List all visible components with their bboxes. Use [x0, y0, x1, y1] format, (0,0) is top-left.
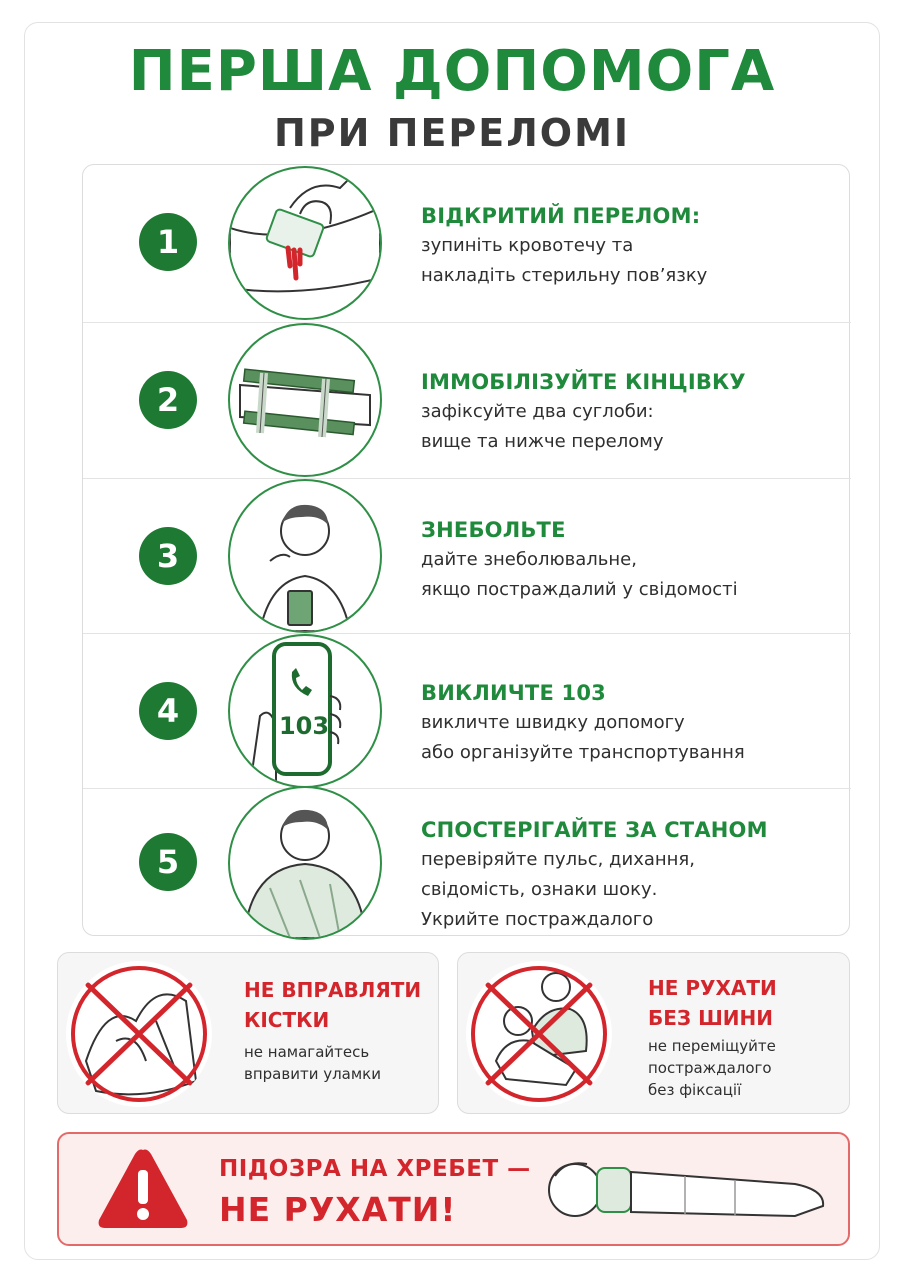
step-heading: ВІДКРИТИЙ ПЕРЕЛОМ:	[421, 204, 701, 228]
blanket-icon	[230, 788, 380, 938]
warning-heading: БЕЗ ШИНИ	[648, 1006, 773, 1030]
step-description: зафіксуйте два суглоби:	[421, 401, 654, 422]
prohibited-icon	[466, 961, 612, 1107]
page-subtitle: ПРИ ПЕРЕЛОМІ	[273, 111, 631, 155]
step-text	[421, 815, 904, 935]
covered-patient-illustration	[228, 786, 382, 940]
step-row-3	[83, 478, 851, 633]
step-heading: ЗНЕБОЛЬТЕ	[421, 518, 566, 542]
warning-description: постраждалого	[648, 1059, 772, 1077]
step-description: перевіряйте пульс, дихання,	[421, 849, 695, 870]
step-number-badge: 3	[139, 527, 197, 585]
alert-line-2: НЕ РУХАТИ!	[219, 1190, 457, 1229]
page-title: ПЕРША ДОПОМОГА	[128, 39, 776, 104]
step-row-2	[83, 322, 851, 478]
warning-card-no-moving	[457, 952, 850, 1114]
step-row-5	[83, 788, 851, 936]
step-description: вище та нижче перелому	[421, 431, 664, 452]
warning-text	[244, 975, 421, 1085]
spine-alert-banner	[57, 1132, 850, 1246]
warning-heading: НЕ РУХАТИ	[648, 976, 777, 1000]
warning-triangle-icon	[95, 1146, 191, 1232]
warning-card-no-resetting	[57, 952, 439, 1114]
step-number-badge: 4	[139, 682, 197, 740]
step-heading: ВИКЛИЧТЕ 103	[421, 681, 606, 705]
step-number-badge: 2	[139, 371, 197, 429]
step-number-badge: 5	[139, 833, 197, 891]
step-description: Укрийте постраждалого	[421, 909, 654, 930]
step-text	[421, 678, 904, 768]
warning-text	[648, 973, 777, 1101]
steps-panel	[82, 164, 850, 936]
prohibited-icon	[66, 961, 212, 1107]
step-row-4	[83, 633, 851, 788]
open-fracture-bandage-illustration	[228, 166, 382, 320]
warning-description: без фіксації	[648, 1081, 742, 1099]
step-heading: ІММОБІЛІЗУЙТЕ КІНЦІВКУ	[421, 370, 746, 394]
warning-description: вправити уламки	[244, 1065, 381, 1083]
step-description: свідомість, ознаки шоку.	[421, 879, 658, 900]
warning-heading: КІСТКИ	[244, 1008, 330, 1032]
step-description: або організуйте транспортування	[421, 742, 745, 763]
step-number-badge: 1	[139, 213, 197, 271]
splint-icon	[230, 325, 380, 475]
step-text	[421, 201, 904, 291]
step-row-1	[83, 165, 851, 322]
step-description: накладіть стерильну пов’язку	[421, 265, 708, 286]
step-heading: СПОСТЕРІГАЙТЕ ЗА СТАНОМ	[421, 818, 768, 842]
phone-screen-number: 103	[278, 712, 330, 740]
warning-description: не намагайтесь	[244, 1043, 370, 1061]
alert-line-1: ПІДОЗРА НА ХРЕБЕТ —	[219, 1156, 531, 1182]
emergency-call-illustration	[228, 634, 382, 788]
bandage-icon	[230, 168, 380, 318]
phone-icon	[230, 636, 380, 786]
step-description: якщо постраждалий у свідомості	[421, 579, 738, 600]
warning-description: не переміщуйте	[648, 1037, 776, 1055]
step-description: викличте швидку допомогу	[421, 712, 685, 733]
lying-patient-neck-collar-illustration	[535, 1146, 835, 1236]
step-text	[421, 515, 904, 605]
splinted-limb-illustration	[228, 323, 382, 477]
step-text	[421, 367, 904, 457]
moving-without-splint-prohibited-illustration	[466, 961, 612, 1107]
step-description: зупиніть кровотечу та	[421, 235, 634, 256]
pill-icon	[230, 481, 380, 631]
bone-resetting-prohibited-illustration	[66, 961, 212, 1107]
step-description: дайте знеболювальне,	[421, 549, 637, 570]
warning-heading: НЕ ВПРАВЛЯТИ	[244, 978, 422, 1002]
painkiller-illustration	[228, 479, 382, 633]
